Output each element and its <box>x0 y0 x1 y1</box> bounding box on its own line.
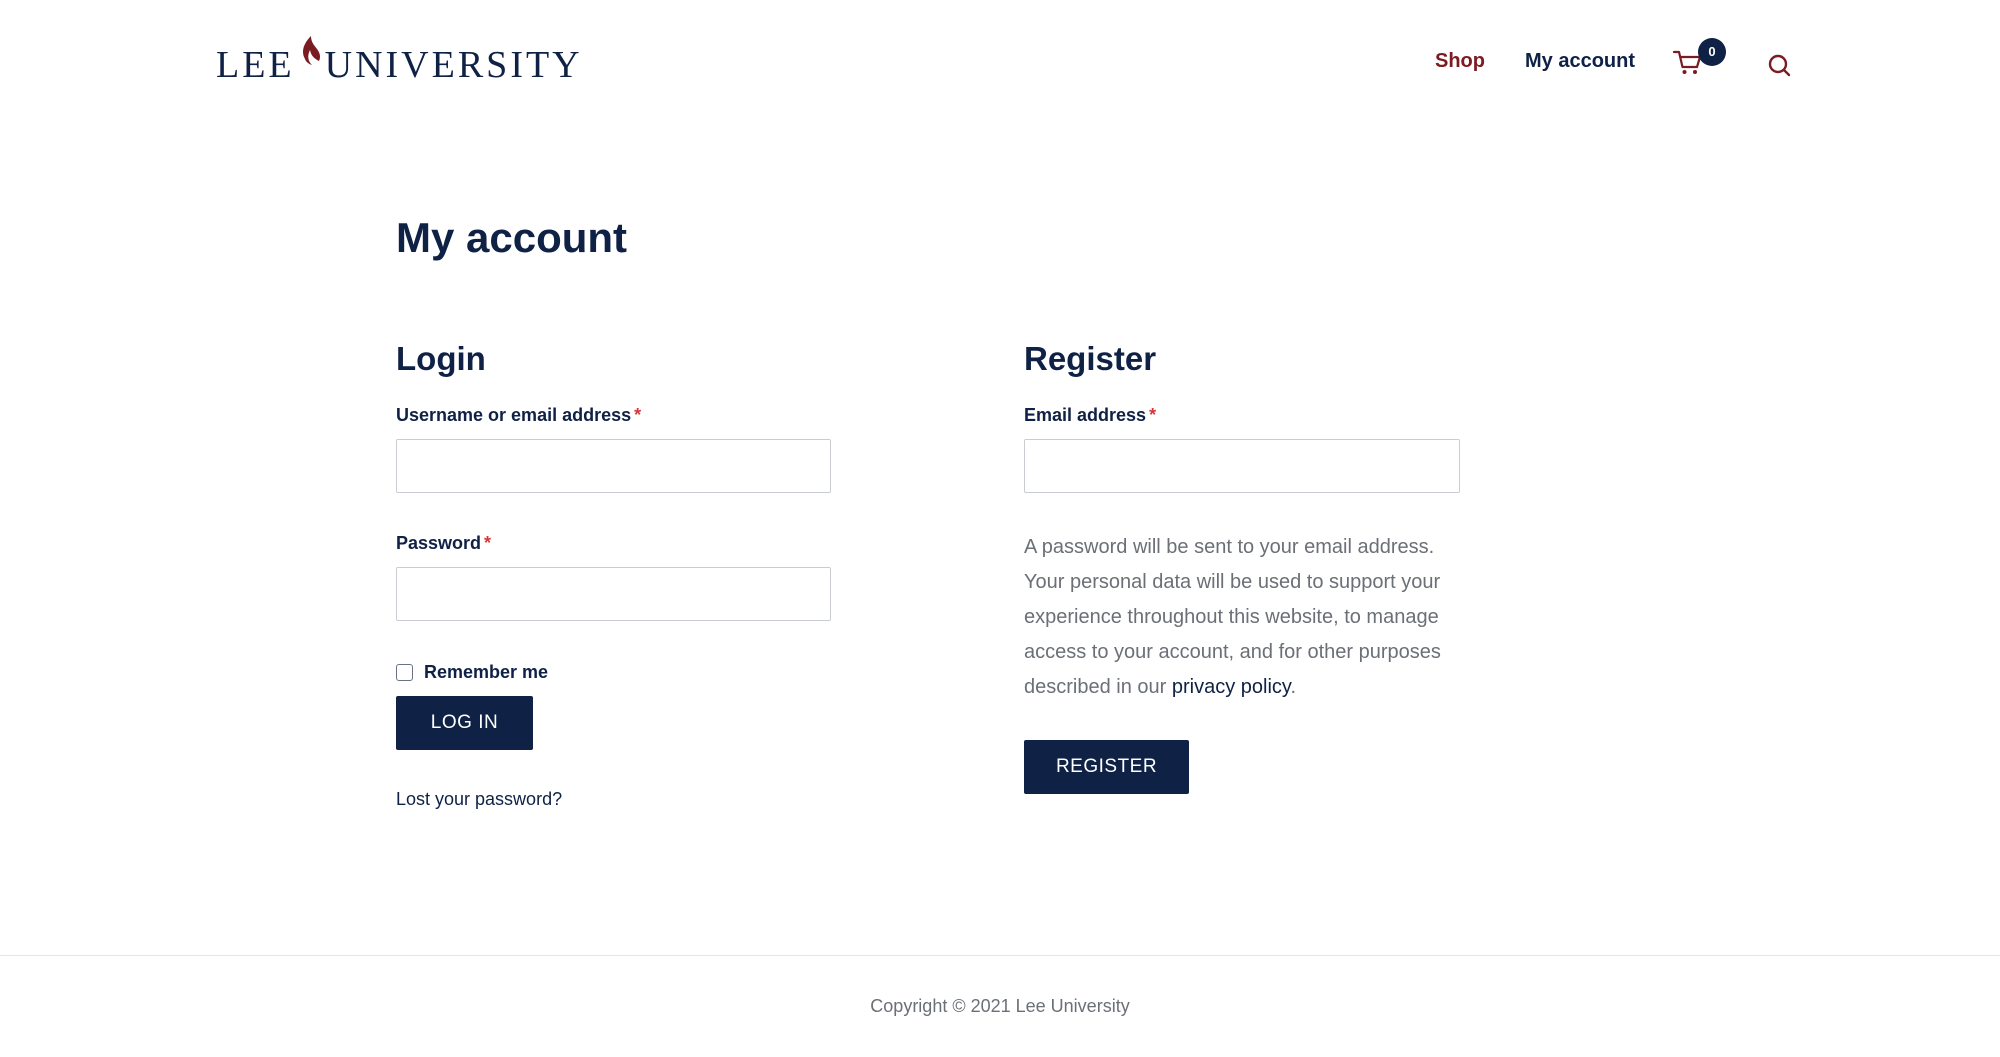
site-header <box>0 0 2000 130</box>
remember-me-control[interactable] <box>396 660 548 684</box>
password-label <box>396 533 491 554</box>
remember-me-checkbox[interactable] <box>396 664 413 681</box>
privacy-notice-suffix: . <box>1290 676 1296 698</box>
password-label-text: Password <box>396 533 482 553</box>
required-marker: * <box>1149 405 1157 425</box>
site-footer <box>0 955 2000 1057</box>
log-in-button[interactable]: LOG IN <box>396 696 533 750</box>
email-label <box>1024 405 1156 426</box>
privacy-policy-link[interactable]: privacy policy <box>1171 676 1291 698</box>
required-marker: * <box>634 405 642 425</box>
register-email-input[interactable] <box>1024 439 1460 493</box>
required-marker: * <box>484 533 492 553</box>
search-icon <box>1766 52 1792 78</box>
username-input[interactable] <box>396 439 831 493</box>
site-logo[interactable] <box>216 34 583 86</box>
register-heading: Register <box>1024 340 1157 377</box>
login-heading: Login <box>396 340 486 377</box>
lost-password-link[interactable]: Lost your password? <box>396 789 563 809</box>
copyright-text: Copyright © 2021 Lee University <box>870 996 1130 1016</box>
logo-text-left: LEE <box>216 44 295 86</box>
remember-me-label: Remember me <box>424 661 549 682</box>
username-label <box>396 405 641 426</box>
email-label-text: Email address <box>1024 405 1147 425</box>
nav-my-account-link[interactable]: My account <box>1525 50 1636 72</box>
nav-shop-link[interactable]: Shop <box>1435 50 1485 72</box>
privacy-notice-text: Your personal data will be used to support your experience throughout this website, to manage access to your account, and for other purposes described in our <box>1024 571 1441 698</box>
register-privacy-note <box>1024 530 1464 705</box>
privacy-notice <box>1024 565 1464 705</box>
logo-text-right: UNIVERSITY <box>324 44 583 86</box>
password-input[interactable] <box>396 567 831 621</box>
search-button[interactable] <box>1766 52 1792 78</box>
password-notice-text: A password will be sent to your email address. <box>1024 536 1435 558</box>
cart-count-badge: 0 <box>1698 38 1726 66</box>
username-label-text: Username or email address <box>396 405 632 425</box>
page-title: My account <box>396 214 628 261</box>
flame-icon <box>297 34 323 78</box>
register-button[interactable]: REGISTER <box>1024 740 1189 794</box>
